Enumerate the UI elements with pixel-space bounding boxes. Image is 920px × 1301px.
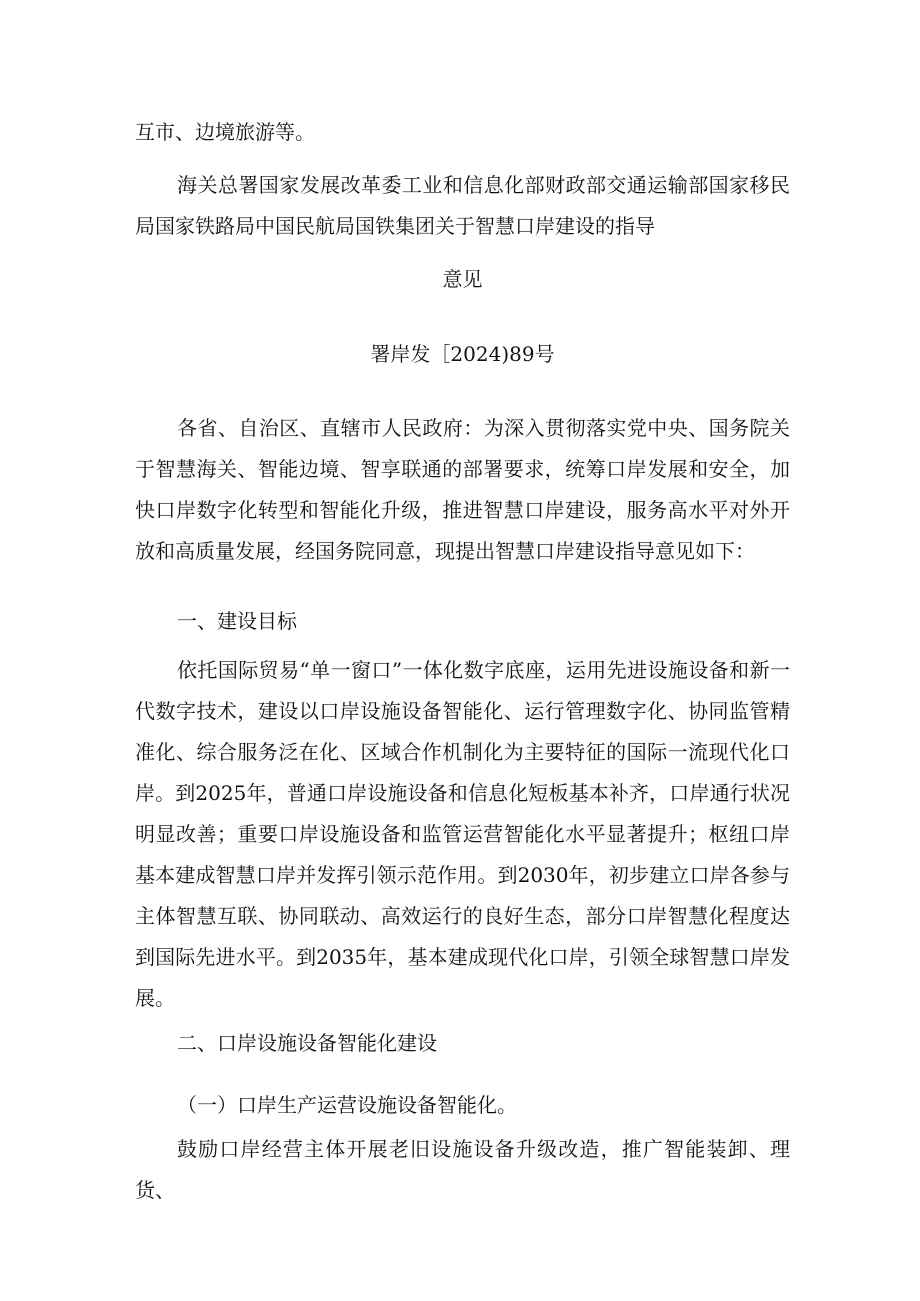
subsection-1-paragraph: 鼓励口岸经营主体开展老旧设施设备升级改造，推广智能装卸、理货、 [135,1137,790,1202]
intro-paragraph: 各省、自治区、直辖市人民政府：为深入贯彻落实党中央、国务院关于智慧海关、智能边境、智享联通的部署要求，统筹口岸发展和安全，加快口岸数字化转型和智能化升级，推进智慧口岸建设，服务高水平对外开放和高质量发展，经国务院同意，现提出智慧口岸建设指导意见如下： [135,416,790,563]
document-number: 署岸发［2024)89号 [370,342,555,366]
subsection-1-heading: （一）口岸生产运营设施设备智能化。 [177,1093,517,1117]
section-1-heading: 一、建设目标 [177,609,297,633]
section-1-paragraph: 依托国际贸易“单一窗口”一体化数字底座，运用先进设施设备和新一代数字技术，建设以口岸设施设备智能化、运行管理数字化、协同监管精准化、综合服务泛在化、区域合作机制化为主要特征的国际一流现代化口岸。到2025年，普通口岸设施设备和信息化短板基本补齐，口岸通行状况明显改善；重要口岸设施设备和监管运营智能化水平显著提升；枢纽口岸基本建成智慧口岸并发挥引领示范作用。到2030年，初步建立口岸各参与主体智慧互联、协同联动、高效运行的良好生态，部分口岸智慧化程度达到国际先进水平。到2035年，基本建成现代化口岸，引领全球智慧口岸发展。 [135,658,790,1010]
document-title-part1: 海关总署国家发展改革委工业和信息化部财政部交通运输部国家移民局国家铁路局中国民航局国铁集团关于智慧口岸建设的指导 [135,173,790,238]
document-title-part2: 意见 [442,267,483,291]
continuation-text: 互市、边境旅游等。 [135,120,315,144]
section-2-heading: 二、口岸设施设备智能化建设 [177,1031,437,1055]
